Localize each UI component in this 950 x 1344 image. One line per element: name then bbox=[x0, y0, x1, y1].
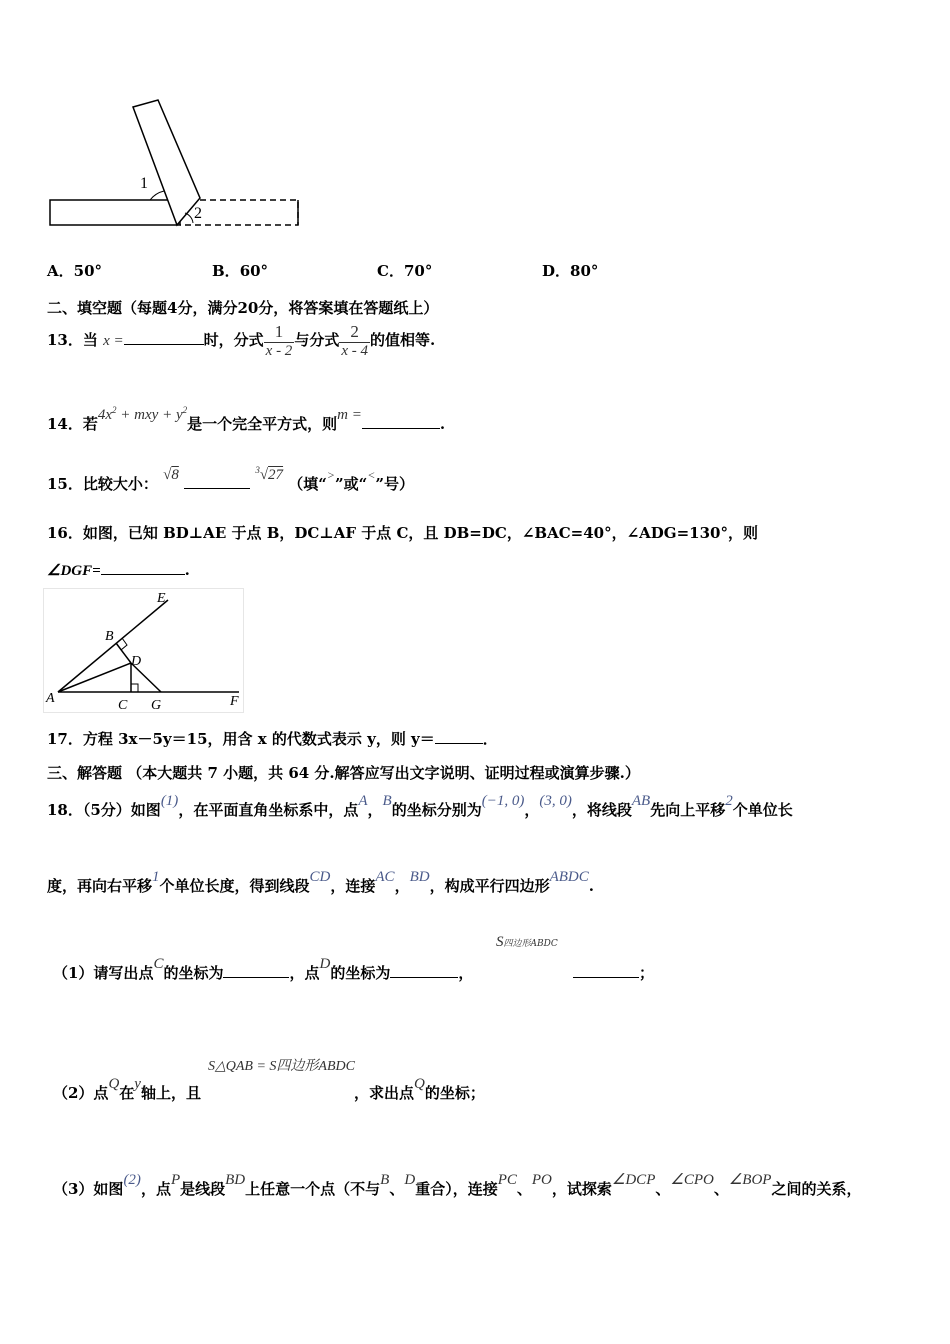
label-G: G bbox=[151, 698, 162, 713]
question-13: 13．当 x = 时，分式 $\frac{1}{x - 2}$ 与分式 $\frac{2}{x - 4}$ 的值相等. bbox=[47, 322, 436, 359]
part-2-tail: ，求出点Q的坐标； bbox=[354, 1076, 485, 1102]
part-1: （1）请写出点C的坐标为 ，点D的坐标为 ， bbox=[53, 956, 474, 982]
geometry-figure-16 bbox=[43, 588, 248, 716]
part-1-tail: ； bbox=[573, 962, 654, 983]
question-18-line1: 18．（5分）如图(1)，在平面直角坐标系中，点A，B的坐标分别为(−1, 0)，(3, 0)，将线段AB先向上平移2个单位长 bbox=[47, 793, 793, 819]
strip-rect bbox=[50, 200, 180, 225]
area-symbol-1: S四边形ABDC bbox=[496, 934, 558, 950]
q13-blank bbox=[124, 330, 204, 345]
label-F: F bbox=[230, 694, 239, 709]
q15-cbrt-27: $^3$√27 bbox=[255, 465, 284, 483]
section3-title: 三、解答题 （本大题共 7 小题，共 64 分.解答应写出文字说明、证明过程或演算步骤.） bbox=[47, 764, 640, 782]
question-14: 14．若$4x^2$ + mxy + $y^2$是一个完全平方式，则m = . bbox=[47, 405, 446, 433]
option-b: B．60° bbox=[212, 262, 269, 280]
q15-blank bbox=[184, 474, 250, 489]
question-16-line2: ∠DGF= . bbox=[47, 561, 190, 579]
option-c: C．70° bbox=[377, 262, 433, 280]
q14-blank bbox=[362, 414, 440, 429]
part-2: （2）点Q在y轴上，且 bbox=[53, 1076, 201, 1102]
ruler-rect bbox=[133, 100, 200, 225]
area-formula: S△QAB = S四边形ABDC bbox=[208, 1059, 355, 1074]
question-16-line1: 16．如图，已知 BD⊥AE 于点 B，DC⊥AF 于点 C，且 DB=DC，∠BAC=40°，∠ADG=130°，则 bbox=[47, 524, 758, 542]
label-D: D bbox=[131, 654, 142, 669]
question-15: 15．比较大小： √8 $^3$√27 （填“>”或“<”号） bbox=[47, 465, 415, 493]
q14-expression: $4x^2$ + mxy + $y^2$ bbox=[97, 405, 188, 423]
q17-blank bbox=[435, 729, 483, 744]
q15-sqrt-8: √8 bbox=[163, 467, 179, 483]
question-17: 17．方程 3x－5y＝15，用含 x 的代数式表示 y，则 y＝ ． bbox=[47, 730, 498, 748]
angle-1-arc bbox=[150, 191, 164, 200]
part-3: （3）如图(2)，点P是线段BD上任意一个点（不与B、D重合），连接PC、PO，试探索∠DCP、∠CPO、∠BOP之间的关系， bbox=[53, 1172, 862, 1198]
angle-1-label: 1 bbox=[140, 175, 148, 192]
label-E: E bbox=[157, 591, 166, 606]
angle-2-label: 2 bbox=[194, 205, 202, 222]
label-B: B bbox=[105, 629, 114, 644]
p1-blank-c bbox=[223, 963, 289, 978]
option-a: A．50° bbox=[47, 262, 103, 280]
label-A: A bbox=[46, 691, 55, 706]
ruler-figure bbox=[40, 95, 310, 235]
q16-blank bbox=[101, 560, 185, 575]
label-C: C bbox=[118, 698, 128, 713]
q13-fraction-1: $\frac{1}{x - 2}$ bbox=[265, 322, 293, 359]
p1-blank-d bbox=[390, 963, 458, 978]
section2-title: 二、填空题（每题4分，满分20分，将答案填在答题纸上） bbox=[47, 299, 439, 317]
question-18-line2: 度，再向右平移1个单位长度，得到线段CD，连接AC，BD，构成平行四边形ABDC. bbox=[47, 869, 594, 895]
p1-blank-area bbox=[573, 963, 639, 978]
option-d: D．80° bbox=[542, 262, 599, 280]
q13-fraction-2: $\frac{2}{x - 4}$ bbox=[341, 322, 368, 359]
